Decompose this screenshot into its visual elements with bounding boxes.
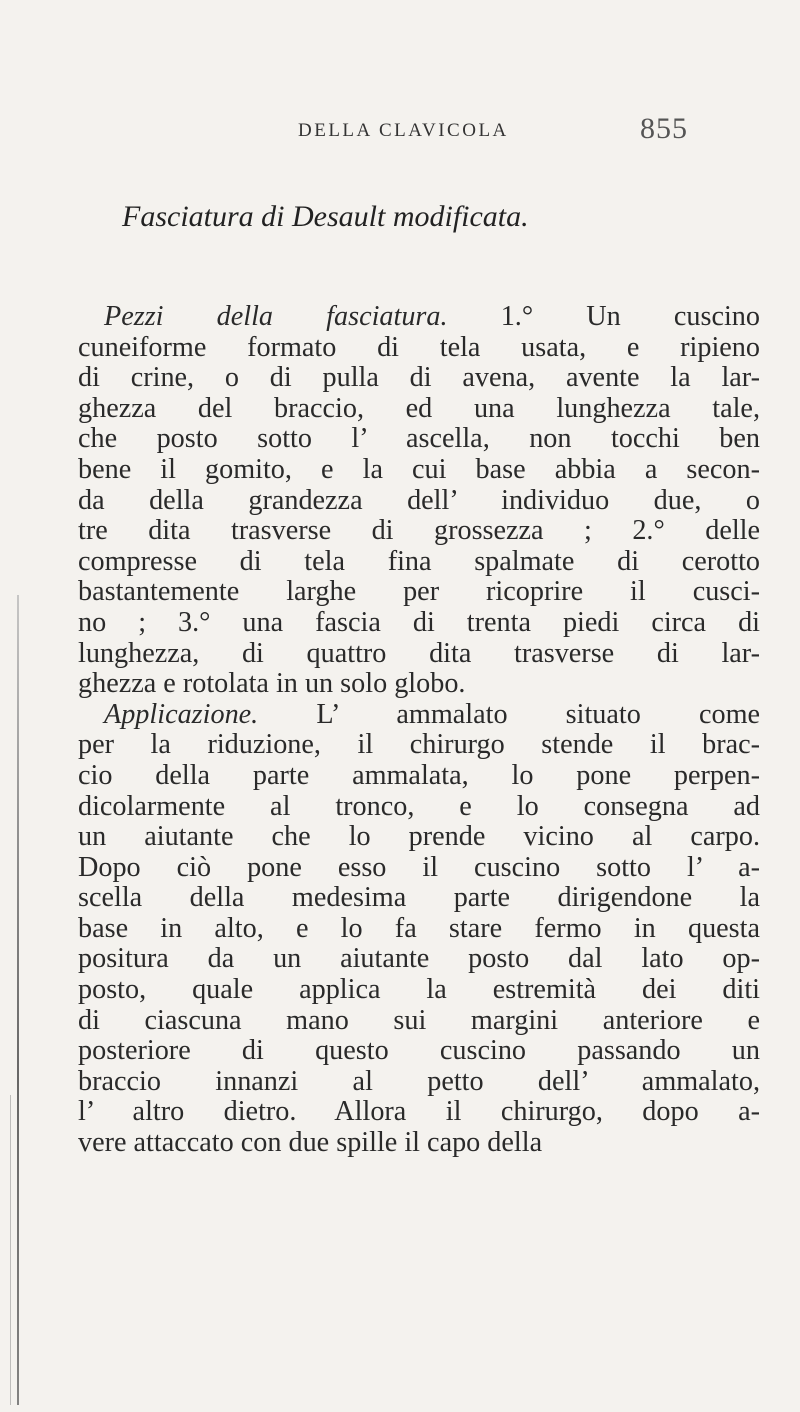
body-text [78, 302, 760, 1159]
running-head: DELLA CLAVICOLA [298, 120, 509, 141]
text-line: tre dita trasverse di grossezza ; 2.° delle [78, 515, 760, 547]
text-line: ghezza e rotolata in un solo globo. [78, 668, 466, 700]
text-line: vere attaccato con due spille il capo della [78, 1127, 543, 1159]
text-line [78, 700, 760, 731]
text-line: posto, quale applica la estremità dei diti [78, 974, 760, 1006]
text-line: lunghezza, di quattro dita trasverse di lar- [78, 637, 760, 669]
text-line: da della grandezza dell’ individuo due, o [78, 484, 760, 516]
text-line: un aiutante che lo prende vicino al carpo. [78, 821, 760, 853]
text-line: scella della medesima parte dirigendone la [78, 882, 760, 914]
text-line: compresse di tela fina spalmate di cerotto [78, 545, 760, 577]
section-title: Fasciatura di Desault modificata. [122, 200, 529, 233]
page-header [0, 112, 800, 156]
text-line: ghezza del braccio, ed una lunghezza tale, [78, 392, 760, 424]
text-line: bastantemente larghe per ricoprire il cusci- [78, 576, 760, 608]
binding-edge-shadow [17, 595, 19, 1405]
binding-edge-line [10, 1095, 11, 1405]
text-line: di ciascuna mano sui margini anteriore e [78, 1004, 760, 1036]
text-line: bene il gomito, e la cui base abbia a secon- [78, 453, 760, 485]
text-line: base in alto, e lo fa stare fermo in questa [78, 912, 760, 944]
text-line: positura da un aiutante posto dal lato op- [78, 943, 760, 975]
text-fragment: 1.° Un cuscino [447, 301, 760, 332]
text-line: che posto sotto l’ ascella, non tocchi ben [78, 423, 760, 455]
text-line: dicolarmente al tronco, e lo consegna ad [78, 790, 760, 822]
text-line: Dopo ciò pone esso il cuscino sotto l’ a- [78, 851, 760, 883]
text-line: no ; 3.° una fascia di trenta piedi circa di [78, 606, 760, 638]
paragraph-lead: Pezzi della fasciatura. [104, 301, 448, 332]
text-line [78, 302, 760, 333]
text-line: braccio innanzi al petto dell’ ammalato, [78, 1065, 760, 1097]
page-number: 855 [640, 112, 688, 145]
text-line: di crine, o di pulla di avena, avente la lar- [78, 362, 760, 394]
text-fragment: L’ ammalato situato come [258, 698, 760, 730]
text-line: posteriore di questo cuscino passando un [78, 1035, 760, 1067]
paragraph-lead: Applicazione. [104, 698, 259, 730]
text-line: cio della parte ammalata, lo pone perpen- [78, 759, 760, 791]
text-line: per la riduzione, il chirurgo stende il brac- [78, 729, 760, 761]
text-line: l’ altro dietro. Allora il chirurgo, dopo a- [78, 1096, 760, 1128]
text-line: cuneiforme formato di tela usata, e ripieno [78, 331, 760, 363]
